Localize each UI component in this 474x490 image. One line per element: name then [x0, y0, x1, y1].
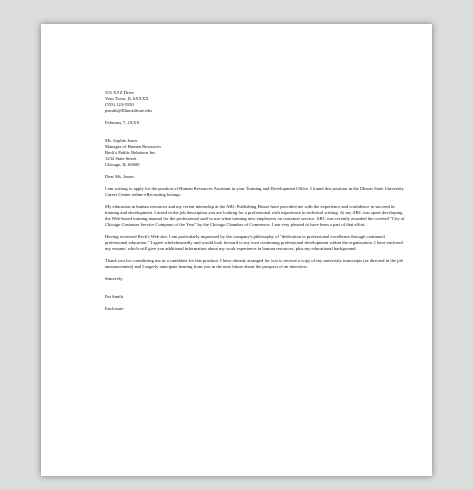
recipient-title: Manager of Human Resources [105, 144, 161, 149]
sender-city: Your Town, IL 6XXXX [105, 96, 149, 101]
sender-address [105, 90, 405, 114]
signature-name: Pat Smith [105, 294, 123, 299]
sender-phone: (555) 123-5550 [105, 102, 134, 107]
salutation: Dear Ms. Jones: [105, 174, 135, 179]
recipient-address [105, 138, 405, 168]
letter-body [105, 90, 405, 312]
letter-date: February 7, 2XXX [105, 120, 140, 125]
paragraph-2: My education in human resources and my recent internship at the ABC Publishing House have provided me with the experience and confidence to succeed in training and development. I noted in the job description you are looking for a professional with experience in technical writing. At my ABC was spent developing the Web-based training manual for the professional staff to use when training new employees on customer service. ABC was recently awarded the coveted "City of Chicago Customer Service Company of the Year" by the Chicago Chamber of Commerce. I am very pleased to have been a part of that effort. [105, 204, 405, 227]
recipient-street: 1234 State Street [105, 156, 137, 161]
recipient-company: Beck's Public Relations Inc. [105, 150, 157, 155]
enclosure-note: Enclosure [105, 306, 124, 311]
closing: Sincerely, [105, 276, 124, 281]
recipient-name: Ms. Sophie Jones [105, 138, 138, 143]
recipient-city: Chicago, IL 60600 [105, 162, 140, 167]
paragraph-4: Thank you for considering me as a candidate for this position. I have already arranged for you to receive a copy of my university transcripts (as directed in the job announcement) and I eagerly anticipate hearing from you in the near future about the prospect of an interview. [105, 258, 403, 269]
paragraph-3: Having reviewed Beck's Web site, I am particularly impressed by the company's philosophy of "dedication to professional excellence through continued professional education." I agree wholeheartedly and would look forward to my own continuing professional development within the organization. I have enclosed my resume, which will give you additional information about my work experience in human resources, plus my educational background. [105, 234, 403, 251]
sender-street: 555 XYZ Drive [105, 90, 135, 95]
sender-email: psmith@IllinoisState.edu [105, 108, 152, 113]
letter-page [41, 24, 432, 476]
paragraph-1: I am writing to apply for the position of Human Resources Assistant in your Training and Development Office. I found this position in the Illinois State University Career Center online eRecruiting listings. [105, 186, 404, 197]
